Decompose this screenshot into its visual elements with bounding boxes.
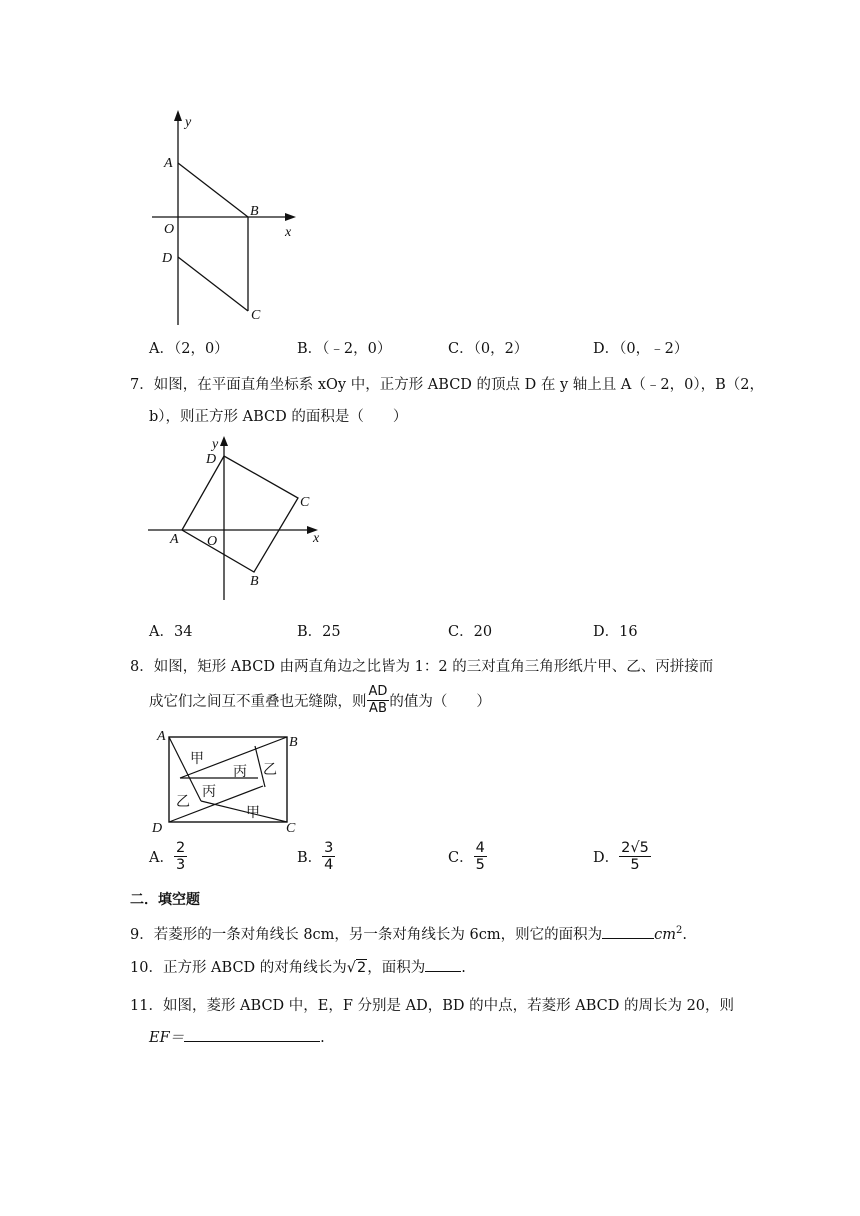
q8-frac-den: AB — [369, 701, 387, 716]
q6-label-D: D — [162, 251, 173, 266]
q9-text — [130, 923, 687, 944]
q10-text-post: . — [461, 960, 466, 976]
q10-text-mid: ，面积为 — [367, 960, 426, 976]
q9-unit: cm — [654, 927, 677, 943]
q6-option-a: A．（2，0） — [149, 341, 229, 357]
q9-answer-blank[interactable] — [602, 924, 654, 939]
q6-label-C: C — [251, 308, 261, 323]
q6-label-O: O — [164, 222, 175, 237]
q7-label-x: x — [313, 531, 320, 546]
q11-line2-pre: EF＝ — [149, 1030, 185, 1046]
q11-text-line2 — [149, 1026, 325, 1047]
q10-sqrt-sign: √ — [346, 960, 357, 976]
q8-option-d-frac — [619, 840, 651, 873]
q8-option-b — [297, 840, 335, 873]
q8-fraction — [367, 684, 390, 717]
q6-label-x: x — [285, 225, 292, 240]
q8-option-c — [448, 840, 487, 873]
q7-label-C: C — [300, 495, 310, 510]
q8-option-a-num: 2 — [175, 840, 186, 856]
q10-sqrt — [347, 959, 367, 976]
q8-option-b-den: 4 — [324, 857, 334, 873]
q8-label-D: D — [152, 821, 163, 836]
q8-option-a — [149, 840, 187, 873]
q8-label-yi-left: 乙 — [176, 794, 190, 810]
q8-option-a-den: 3 — [175, 857, 186, 873]
q8-text-line1: 8．如图，矩形 ABCD 由两直角边之比皆为 1：2 的三对直角三角形纸片甲、乙、丙拼接而 — [130, 659, 714, 675]
q11-answer-blank[interactable] — [184, 1027, 320, 1042]
q8-option-d-label: D． — [593, 850, 620, 866]
q8-option-b-frac — [322, 840, 335, 873]
q8-frac-num: AD — [368, 684, 388, 699]
q6-option-d: D．（0，﹣2） — [593, 341, 689, 357]
q7-text-line2: b），则正方形 ABCD 的面积是（ ） — [149, 409, 408, 425]
q8-option-a-label: A． — [149, 850, 174, 866]
q8-option-c-label: C． — [448, 850, 474, 866]
q7-text-line1: 7．如图，在平面直角坐标系 xOy 中，正方形 ABCD 的顶点 D 在 y 轴上且 A（﹣2，0），B（2， — [130, 377, 764, 393]
q8-label-yi-right: 乙 — [263, 762, 277, 778]
q8-label-bing-bottom: 丙 — [202, 784, 216, 800]
q8-label-A: A — [157, 729, 166, 744]
q8-text-line2 — [149, 684, 491, 717]
q7-label-B: B — [250, 574, 259, 589]
q8-option-b-num: 3 — [324, 840, 334, 856]
q8-line2-post: 的值为（ ） — [389, 694, 491, 710]
q11-text-line1: 11．如图，菱形 ABCD 中，E，F 分别是 AD，BD 的中点，若菱形 ABCD 的周长为 20，则 — [130, 998, 735, 1014]
q6-label-B: B — [250, 204, 259, 219]
q8-figure — [148, 724, 308, 836]
q7-option-b: B．25 — [297, 624, 341, 640]
q7-option-d: D．16 — [593, 624, 638, 640]
q6-label-A: A — [164, 156, 173, 171]
q7-option-a: A．34 — [149, 624, 193, 640]
q7-label-A: A — [170, 532, 179, 547]
q8-label-bing-top: 丙 — [233, 764, 247, 780]
q8-option-b-label: B． — [297, 850, 323, 866]
q6-option-c: C．（0，2） — [448, 341, 529, 357]
q8-label-C: C — [286, 821, 296, 836]
q8-option-d — [593, 840, 651, 873]
q8-option-a-frac — [174, 840, 187, 873]
q6-label-y: y — [185, 115, 192, 130]
q8-option-c-num: 4 — [475, 840, 485, 856]
q10-sqrt-value: 2 — [357, 960, 367, 976]
q7-figure — [140, 432, 340, 607]
q10-text — [130, 956, 466, 977]
q8-label-jia-top: 甲 — [190, 751, 204, 767]
q11-line2-post: . — [320, 1030, 325, 1046]
q6-figure — [140, 105, 320, 335]
q10-text-pre: 10．正方形 ABCD 的对角线长为 — [130, 960, 347, 976]
q7-label-O: O — [207, 534, 218, 549]
section-title-fill-in: 二．填空题 — [130, 892, 200, 908]
q9-unit-sup: 2 — [676, 925, 683, 937]
q6-option-b: B．（﹣2，0） — [297, 341, 392, 357]
q8-label-B: B — [289, 735, 298, 750]
q9-text-pre: 9．若菱形的一条对角线长 8cm，另一条对角线长为 6cm，则它的面积为 — [130, 927, 603, 943]
q8-option-d-num: 2√5 — [621, 840, 649, 856]
q8-option-c-frac — [474, 840, 487, 873]
q7-label-y: y — [212, 437, 219, 452]
q7-label-D: D — [206, 452, 217, 467]
q10-answer-blank[interactable] — [425, 957, 461, 972]
q7-option-c: C．20 — [448, 624, 493, 640]
q8-line2-pre: 成它们之间互不重叠也无缝隙，则 — [149, 694, 367, 710]
q9-text-post: . — [682, 927, 687, 943]
q8-option-c-den: 5 — [475, 857, 485, 873]
q8-option-d-den: 5 — [630, 857, 640, 873]
q8-label-jia-bottom: 甲 — [246, 805, 260, 821]
